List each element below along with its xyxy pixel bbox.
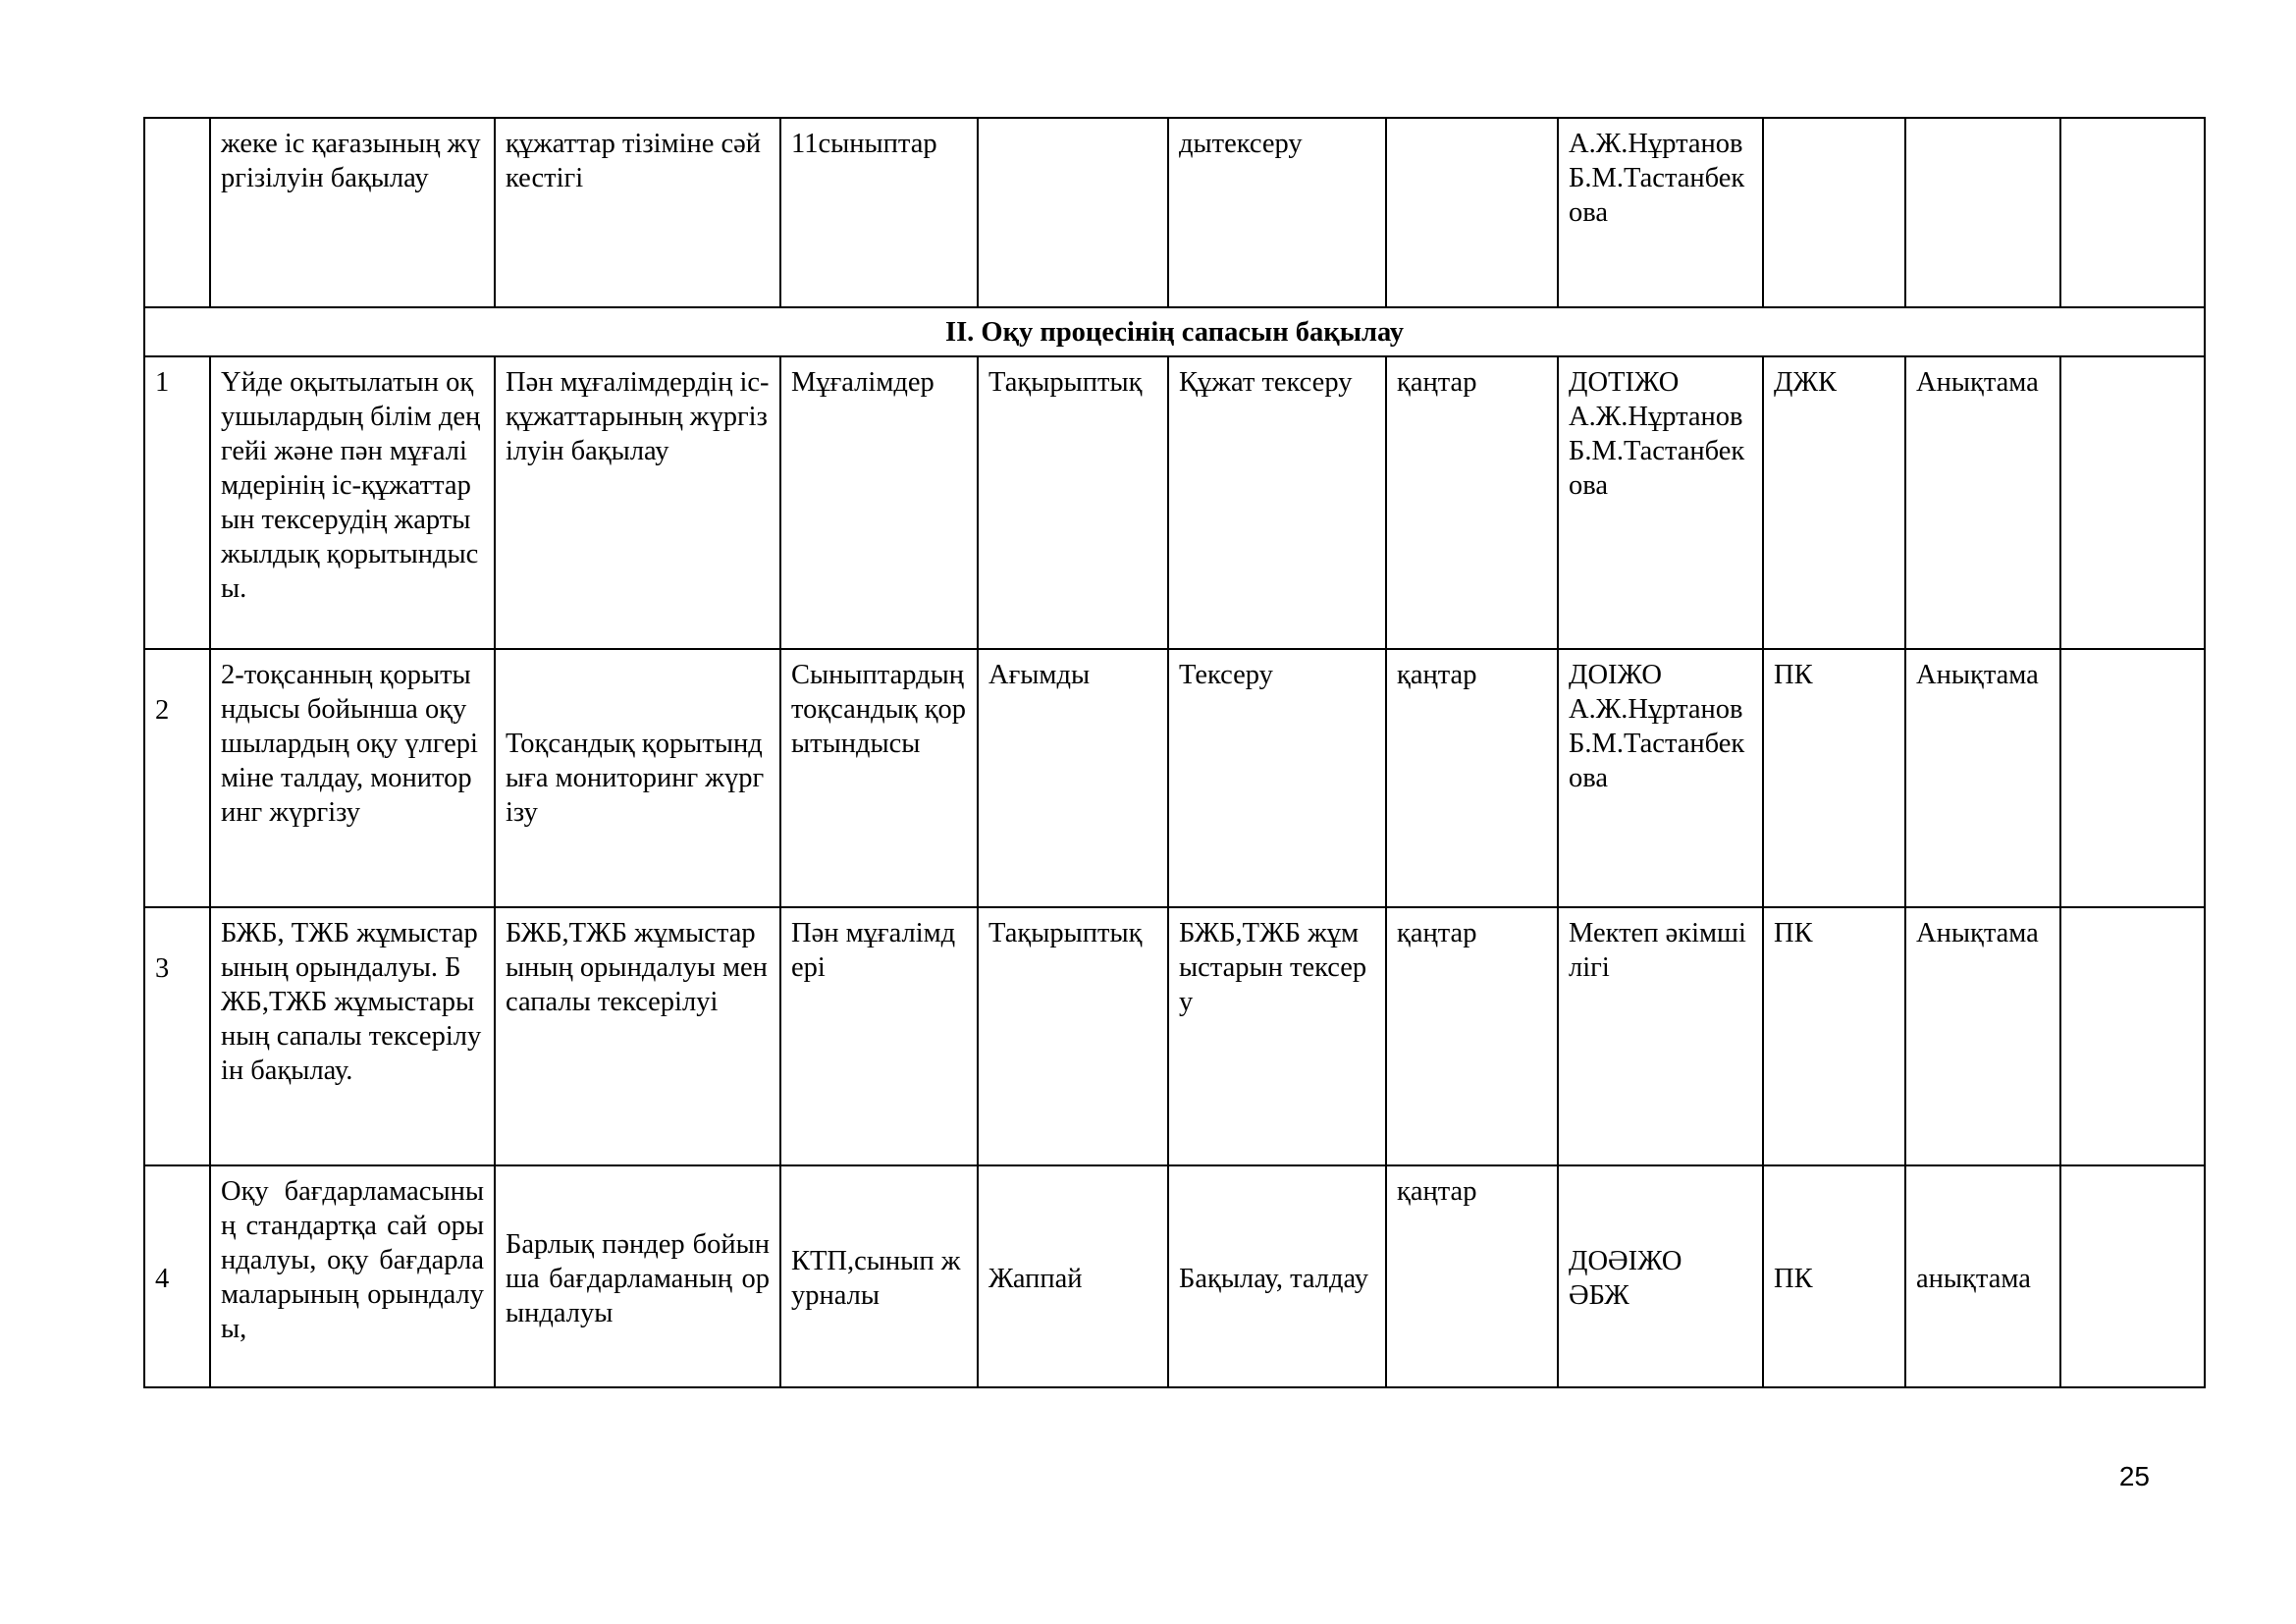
cell-topic: Оқу бағдарламасының стандартқа сай орындалуы, оқу бағдарламаларының орындалуы, (210, 1165, 495, 1387)
cell-object: 11сыныптар (780, 118, 978, 307)
cell-review-place: ПК (1763, 907, 1905, 1165)
cell-extra (2060, 649, 2205, 907)
control-plan-table (143, 117, 2206, 1388)
cell-review-place: ДЖК (1763, 356, 1905, 649)
cell-period: қаңтар (1386, 907, 1558, 1165)
section-row (144, 307, 2205, 356)
cell-object: КТП,сынып журналы (780, 1165, 978, 1387)
cell-period (1386, 118, 1558, 307)
cell-goal: Тоқсандық қорытындыға мониторинг жүргізу (495, 649, 780, 907)
cell-method: Құжат тексеру (1168, 356, 1386, 649)
cell-review-place: ПК (1763, 1165, 1905, 1387)
cell-method: Бақылау, талдау (1168, 1165, 1386, 1387)
table-row (144, 356, 2205, 649)
cell-extra (2060, 907, 2205, 1165)
cell-topic: жеке іс қағазының жүргізілуін бақылау (210, 118, 495, 307)
cell-result: анықтама (1905, 1165, 2060, 1387)
cell-number: 3 (144, 907, 210, 1165)
cell-type: Тақырыптық (978, 356, 1168, 649)
cell-topic: Үйде оқытылатын оқушылардың білім деңгейі және пән мұғалімдерінің іс-құжаттарын тексерудің жартыжылдық қорытындысы. (210, 356, 495, 649)
cell-type: Ағымды (978, 649, 1168, 907)
cell-number: 1 (144, 356, 210, 649)
cell-number: 4 (144, 1165, 210, 1387)
cell-result (1905, 118, 2060, 307)
table-row (144, 1165, 2205, 1387)
cell-object: Сыныптардың тоқсандық қорытындысы (780, 649, 978, 907)
cell-result: Анықтама (1905, 907, 2060, 1165)
cell-responsible: ДОІЖО А.Ж.Нұртанов Б.М.Тастанбекова (1558, 649, 1763, 907)
cell-responsible: ДОТІЖО А.Ж.Нұртанов Б.М.Тастанбекова (1558, 356, 1763, 649)
cell-method: БЖБ,ТЖБ жұмыстарын тексеру (1168, 907, 1386, 1165)
cell-object: Мұғалімдер (780, 356, 978, 649)
cell-type: Тақырыптық (978, 907, 1168, 1165)
cell-type: Жаппай (978, 1165, 1168, 1387)
table-row (144, 907, 2205, 1165)
cell-responsible: Мектеп әкімшілігі (1558, 907, 1763, 1165)
cell-goal: Пән мұғалімдердің іс-құжаттарының жүргізілуін бақылау (495, 356, 780, 649)
section-title: ІІ. Оқу процесінің сапасын бақылау (144, 307, 2205, 356)
cell-result: Анықтама (1905, 649, 2060, 907)
cell-result: Анықтама (1905, 356, 2060, 649)
cell-topic: БЖБ, ТЖБ жұмыстарының орындалуы. БЖБ,ТЖБ жұмыстарының сапалы тексерілуін бақылау. (210, 907, 495, 1165)
cell-responsible: А.Ж.Нұртанов Б.М.Тастанбекова (1558, 118, 1763, 307)
cell-extra (2060, 118, 2205, 307)
cell-number: 2 (144, 649, 210, 907)
page-number: 25 (2118, 1461, 2150, 1491)
cell-goal: құжаттар тізіміне сәйкестігі (495, 118, 780, 307)
cell-review-place (1763, 118, 1905, 307)
cell-review-place: ПК (1763, 649, 1905, 907)
table-row (144, 118, 2205, 307)
cell-responsible: ДОӘІЖО ӘБЖ (1558, 1165, 1763, 1387)
table-row (144, 649, 2205, 907)
cell-object: Пән мұғалімдері (780, 907, 978, 1165)
cell-topic: 2-тоқсанның қорытындысы бойынша оқушылардың оқу үлгеріміне талдау, мониторинг жүргізу (210, 649, 495, 907)
cell-period: қаңтар (1386, 649, 1558, 907)
cell-type (978, 118, 1168, 307)
cell-goal: Барлық пәндер бойынша бағдарламаның орындалуы (495, 1165, 780, 1387)
cell-number (144, 118, 210, 307)
cell-method: дытексеру (1168, 118, 1386, 307)
cell-period: қаңтар (1386, 356, 1558, 649)
cell-period: қаңтар (1386, 1165, 1558, 1387)
cell-extra (2060, 356, 2205, 649)
cell-method: Тексеру (1168, 649, 1386, 907)
cell-extra (2060, 1165, 2205, 1387)
cell-goal: БЖБ,ТЖБ жұмыстарының орындалуы мен сапалы тексерілуі (495, 907, 780, 1165)
